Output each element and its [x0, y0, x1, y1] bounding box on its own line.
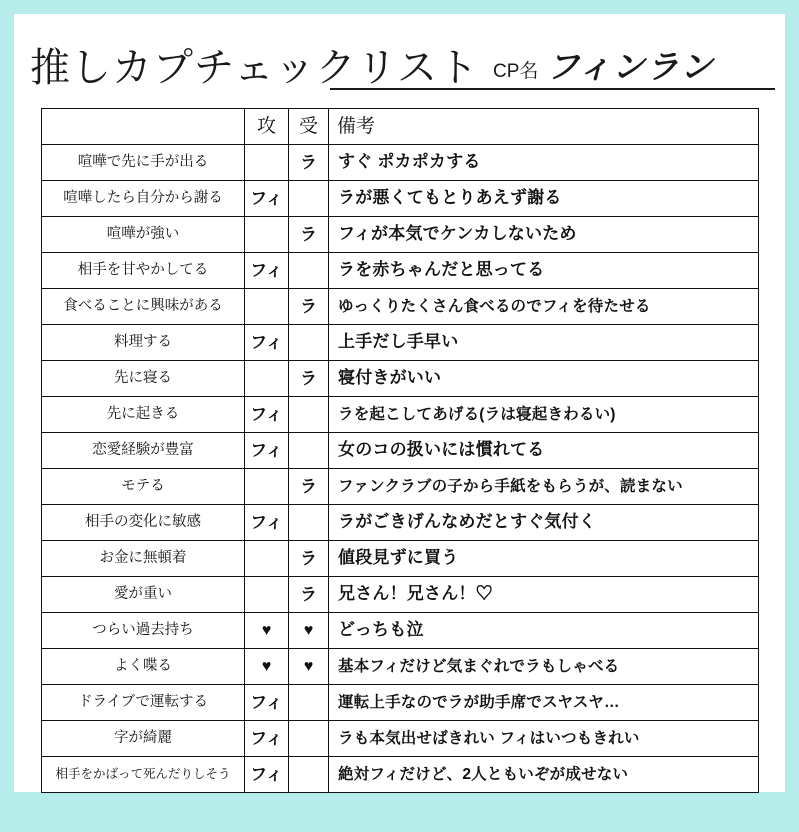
row-item-cell: [42, 433, 245, 469]
row-note-cell[interactable]: [329, 397, 759, 433]
row-attack-cell[interactable]: [245, 505, 289, 541]
heart-icon: ♥: [261, 621, 272, 639]
row-note-cell[interactable]: [329, 433, 759, 469]
row-note-text: 寝付きがいい: [338, 368, 442, 388]
table-row: [42, 181, 759, 217]
row-receive-cell[interactable]: [289, 469, 329, 505]
row-item-label: 料理する: [114, 334, 172, 351]
row-receive-cell[interactable]: [289, 181, 329, 217]
row-note-text: 絶対フィだけど、2人ともいぞが成せない: [338, 765, 629, 783]
row-item-label: つらい過去持ち: [92, 622, 194, 639]
row-note-cell[interactable]: [329, 181, 759, 217]
row-note-cell[interactable]: [329, 325, 759, 361]
frame-bottom: [0, 792, 799, 832]
row-attack-cell[interactable]: [245, 685, 289, 721]
row-item-label: よく喋る: [114, 658, 172, 675]
row-attack-cell[interactable]: [245, 721, 289, 757]
row-note-cell[interactable]: [329, 649, 759, 685]
row-attack-cell[interactable]: [245, 361, 289, 397]
table-row: [42, 289, 759, 325]
row-attack-cell[interactable]: [245, 613, 289, 649]
row-item-label: 恋愛経験が豊富: [92, 442, 194, 459]
row-note-text: すぐ ポカポカする: [338, 152, 481, 172]
table-row: [42, 145, 759, 181]
cp-name-underline: [330, 88, 775, 90]
table-row: [42, 505, 759, 541]
row-attack-mark: フィ: [250, 693, 283, 712]
row-item-label: 相手を甘やかしてる: [77, 262, 209, 279]
table-row: [42, 685, 759, 721]
header-cell-attack: 攻: [245, 109, 289, 145]
row-item-cell: [42, 541, 245, 577]
row-receive-cell[interactable]: [289, 613, 329, 649]
row-attack-cell[interactable]: [245, 253, 289, 289]
header-cell-receive: 受: [289, 109, 329, 145]
checklist-table: [41, 108, 759, 793]
table-header-row: [42, 109, 759, 145]
row-attack-cell[interactable]: [245, 325, 289, 361]
row-attack-cell[interactable]: [245, 433, 289, 469]
row-note-text: ラを赤ちゃんだと思ってる: [338, 260, 545, 280]
row-attack-cell[interactable]: [245, 577, 289, 613]
row-note-text: 値段見ずに買う: [338, 548, 459, 568]
row-item-cell: [42, 325, 245, 361]
table-row: [42, 397, 759, 433]
row-receive-cell[interactable]: [289, 505, 329, 541]
row-attack-mark: フィ: [250, 333, 283, 352]
table-row: [42, 469, 759, 505]
row-receive-mark: ラ: [300, 369, 317, 388]
row-item-cell: [42, 613, 245, 649]
table-row: [42, 721, 759, 757]
row-receive-mark: ラ: [300, 585, 317, 604]
row-item-label: 先に起きる: [106, 406, 180, 423]
row-item-cell: [42, 685, 245, 721]
row-receive-mark: ラ: [300, 297, 317, 316]
row-note-cell[interactable]: [329, 289, 759, 325]
row-receive-mark: ラ: [300, 225, 317, 244]
row-attack-cell[interactable]: [245, 217, 289, 253]
row-item-cell: [42, 217, 245, 253]
row-note-cell[interactable]: [329, 253, 759, 289]
row-receive-cell[interactable]: [289, 361, 329, 397]
row-note-cell[interactable]: [329, 505, 759, 541]
row-attack-mark: フィ: [250, 405, 283, 424]
row-receive-cell[interactable]: [289, 685, 329, 721]
row-item-cell: [42, 505, 245, 541]
row-attack-mark: フィ: [250, 729, 283, 748]
table-body: [42, 145, 759, 793]
row-item-label: 食べることに興味がある: [63, 298, 223, 315]
row-item-label: ドライブで運転する: [77, 694, 209, 711]
row-note-text: ラが悪くてもとりあえず謝る: [338, 188, 562, 208]
row-receive-cell[interactable]: [289, 541, 329, 577]
row-note-text: どっちも泣: [338, 620, 424, 640]
row-item-label: 先に寝る: [114, 370, 172, 387]
row-receive-mark: ラ: [300, 477, 317, 496]
table-row: [42, 433, 759, 469]
table-row: [42, 541, 759, 577]
row-item-label: 字が綺麗: [114, 730, 172, 747]
row-note-text: ラを起こしてあげる(ラは寝起きわるい): [338, 405, 616, 423]
row-note-cell[interactable]: [329, 469, 759, 505]
row-item-cell: [42, 181, 245, 217]
heart-icon: ♥: [303, 621, 314, 639]
row-item-label: 相手をかばって死んだりしそう: [55, 767, 231, 782]
frame-top: [0, 0, 799, 14]
table-row: [42, 577, 759, 613]
table-row: [42, 217, 759, 253]
table-row: [42, 757, 759, 793]
row-receive-cell[interactable]: [289, 217, 329, 253]
row-note-cell[interactable]: [329, 541, 759, 577]
row-note-text: 女のコの扱いには慣れてる: [338, 440, 545, 460]
row-attack-cell[interactable]: [245, 469, 289, 505]
header-cell-item: [42, 109, 245, 145]
row-item-cell: [42, 757, 245, 793]
row-note-text: 基本フィだけど気まぐれでラもしゃべる: [338, 657, 620, 675]
heart-icon: ♥: [261, 657, 272, 675]
frame-right: [785, 0, 799, 832]
row-item-cell: [42, 361, 245, 397]
row-item-cell: [42, 721, 245, 757]
row-note-cell[interactable]: [329, 721, 759, 757]
row-note-cell[interactable]: [329, 685, 759, 721]
row-attack-cell[interactable]: [245, 289, 289, 325]
row-receive-cell[interactable]: [289, 289, 329, 325]
row-item-cell: [42, 253, 245, 289]
row-item-label: 喧嘩で先に手が出る: [77, 154, 209, 171]
table-row: [42, 613, 759, 649]
row-attack-cell[interactable]: [245, 649, 289, 685]
row-receive-cell[interactable]: [289, 253, 329, 289]
row-note-cell[interactable]: [329, 577, 759, 613]
row-item-cell: [42, 577, 245, 613]
row-receive-mark: ラ: [300, 153, 317, 172]
row-note-text: 上手だし手早い: [338, 332, 459, 352]
row-attack-cell[interactable]: [245, 181, 289, 217]
table-row: [42, 253, 759, 289]
row-note-cell[interactable]: [329, 217, 759, 253]
row-attack-cell[interactable]: [245, 145, 289, 181]
row-item-label: 喧嘩したら自分から謝る: [63, 190, 223, 207]
row-item-label: 喧嘩が強い: [106, 226, 180, 243]
row-note-text: ラがごきげんなめだとすぐ気付く: [338, 512, 596, 532]
page-header: [30, 26, 769, 88]
row-receive-cell[interactable]: [289, 577, 329, 613]
row-receive-cell[interactable]: [289, 325, 329, 361]
header-cell-notes: 備考: [329, 109, 759, 145]
row-attack-mark: フィ: [250, 441, 283, 460]
row-attack-mark: フィ: [250, 765, 283, 784]
row-attack-cell[interactable]: [245, 397, 289, 433]
frame-left: [0, 0, 14, 832]
row-note-text: ラも本気出せばきれい フィはいつもきれい: [338, 729, 640, 747]
row-item-cell: [42, 649, 245, 685]
row-attack-mark: フィ: [250, 261, 283, 280]
row-item-cell: [42, 145, 245, 181]
heart-icon: ♥: [303, 657, 314, 675]
row-attack-cell[interactable]: [245, 541, 289, 577]
row-item-cell: [42, 469, 245, 505]
row-note-cell[interactable]: [329, 613, 759, 649]
row-note-text: フィが本気でケンカしないため: [338, 224, 577, 244]
cp-name-label: CP名: [493, 61, 539, 82]
row-item-cell: [42, 289, 245, 325]
row-attack-mark: フィ: [250, 513, 283, 532]
row-attack-mark: フィ: [250, 189, 283, 208]
row-receive-cell[interactable]: [289, 433, 329, 469]
row-item-label: モテる: [121, 478, 165, 495]
row-item-label: 相手の変化に敏感: [85, 514, 201, 531]
row-receive-cell[interactable]: [289, 649, 329, 685]
table-row: [42, 361, 759, 397]
page-title: 推しカプチェックリスト: [30, 46, 479, 90]
row-receive-cell[interactable]: [289, 145, 329, 181]
row-note-text: ゆっくりたくさん食べるのでフィを待たせる: [338, 297, 651, 315]
row-note-cell[interactable]: [329, 145, 759, 181]
table-row: [42, 325, 759, 361]
row-receive-cell[interactable]: [289, 397, 329, 433]
row-receive-cell[interactable]: [289, 757, 329, 793]
row-note-text: 兄さん！兄さん！♡: [338, 584, 493, 604]
row-item-label: 愛が重い: [114, 586, 172, 603]
table-row: [42, 649, 759, 685]
row-receive-cell[interactable]: [289, 721, 329, 757]
row-note-text: 運転上手なのでラが助手席でスヤスヤ…: [338, 693, 620, 711]
row-receive-mark: ラ: [300, 549, 317, 568]
row-note-cell[interactable]: [329, 757, 759, 793]
row-note-cell[interactable]: [329, 361, 759, 397]
row-attack-cell[interactable]: [245, 757, 289, 793]
row-note-text: ファンクラブの子から手紙をもらうが、読まない: [338, 477, 683, 495]
row-item-label: お金に無頓着: [99, 550, 187, 567]
cp-name-value: フィンラン: [546, 48, 714, 85]
row-item-cell: [42, 397, 245, 433]
